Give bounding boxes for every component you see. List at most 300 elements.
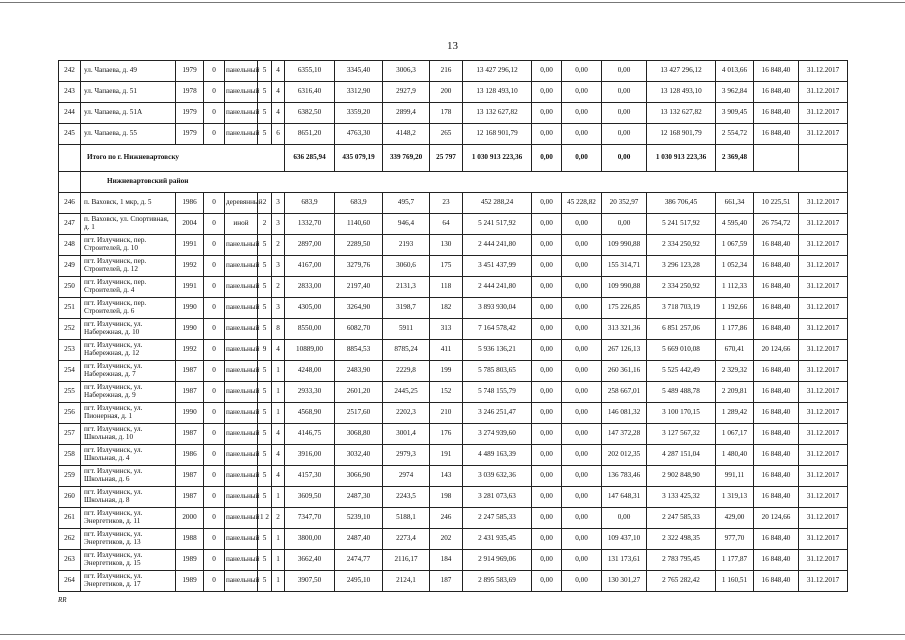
cell-wall-material: панельный <box>225 424 258 445</box>
cell-area-apartments: 2124,1 <box>383 571 430 592</box>
cell-deadline: 31.12.2017 <box>799 340 848 361</box>
cell-entrances: 2 <box>272 508 285 529</box>
cell-residents: 118 <box>430 277 463 298</box>
section-header-row <box>59 172 848 193</box>
cell-year-built: 1987 <box>176 487 204 508</box>
cell-entrances: 4 <box>272 61 285 82</box>
total-area-1: 636 285,94 <box>285 145 335 172</box>
cell-area-apartments: 5911 <box>383 319 430 340</box>
cell-floors: 5 <box>258 487 272 508</box>
cell-area-living: 3345,40 <box>335 61 383 82</box>
cell-fund-3: 0,00 <box>602 82 647 103</box>
cell-wall-material: панельный <box>225 508 258 529</box>
cell-unit-cost: 1 067,59 <box>716 235 754 256</box>
cell-fund-2: 0,00 <box>562 571 602 592</box>
cell-fund-2: 0,00 <box>562 277 602 298</box>
cell-floors: 5 <box>258 529 272 550</box>
cell-fund-3: 0,00 <box>602 508 647 529</box>
cell-fund-3: 175 226,85 <box>602 298 647 319</box>
cell-deadline: 31.12.2017 <box>799 361 848 382</box>
table-row <box>59 466 848 487</box>
cell-residents: 246 <box>430 508 463 529</box>
cell-fund-2: 0,00 <box>562 487 602 508</box>
cell-year-built: 2000 <box>176 508 204 529</box>
cell-address: пгт. Излучинск, ул. Набережная, д. 7 <box>81 361 176 382</box>
table-row <box>59 193 848 214</box>
total-fund-2: 0,00 <box>562 145 602 172</box>
cell-unit-cost-limit: 16 848,40 <box>754 424 799 445</box>
cell-address: пгт. Излучинск, ул. Школьная, д. 8 <box>81 487 176 508</box>
cell-area-apartments: 4148,2 <box>383 124 430 145</box>
table-row <box>59 298 848 319</box>
cell-fund-3: 260 361,16 <box>602 361 647 382</box>
cell-fund-4: 2 247 585,33 <box>647 508 716 529</box>
cell-row-number: 253 <box>59 340 81 361</box>
cell-wall-material: панельный <box>225 445 258 466</box>
cell-flag: 0 <box>204 193 225 214</box>
cell-fund-3: 131 173,61 <box>602 550 647 571</box>
cell-wall-material: панельный <box>225 277 258 298</box>
cell-area-total: 6316,40 <box>285 82 335 103</box>
cell-address: пгт. Излучинск, ул. Набережная, д. 10 <box>81 319 176 340</box>
cell-deadline: 31.12.2017 <box>799 256 848 277</box>
cell-deadline: 31.12.2017 <box>799 382 848 403</box>
cell-fund-2: 0,00 <box>562 235 602 256</box>
cell-unit-cost-limit: 16 848,40 <box>754 103 799 124</box>
cell-fund-1: 0,00 <box>532 256 562 277</box>
cell-wall-material: иной <box>225 214 258 235</box>
cell-year-built: 1990 <box>176 298 204 319</box>
cell-wall-material: панельный <box>225 571 258 592</box>
cell-area-living: 8854,53 <box>335 340 383 361</box>
cell-address: п. Ваховск, ул. Спортивная, д. 1 <box>81 214 176 235</box>
cell-address: пгт. Излучинск, ул. Энергетиков, д. 17 <box>81 571 176 592</box>
cell-deadline: 31.12.2017 <box>799 466 848 487</box>
cell-fund-1: 0,00 <box>532 298 562 319</box>
cell-area-apartments: 2899,4 <box>383 103 430 124</box>
cell-row-number: 259 <box>59 466 81 487</box>
cell-unit-cost: 2 209,81 <box>716 382 754 403</box>
cell-area-apartments: 2116,17 <box>383 550 430 571</box>
cell-fund-4: 4 287 151,04 <box>647 445 716 466</box>
cell-area-apartments: 2131,3 <box>383 277 430 298</box>
cell-unit-cost-limit: 16 848,40 <box>754 61 799 82</box>
housing-table <box>58 60 848 592</box>
cell-year-built: 1991 <box>176 235 204 256</box>
total-people: 25 797 <box>430 145 463 172</box>
cell-row-number: 247 <box>59 214 81 235</box>
cell-residents: 187 <box>430 571 463 592</box>
cell-deadline: 31.12.2017 <box>799 550 848 571</box>
cell-unit-cost: 429,00 <box>716 508 754 529</box>
cell-deadline: 31.12.2017 <box>799 193 848 214</box>
cell-fund-1: 0,00 <box>532 445 562 466</box>
table-row <box>59 424 848 445</box>
cell-cost-total: 2 431 935,45 <box>463 529 532 550</box>
table-row <box>59 382 848 403</box>
cell-cost-total: 4 489 163,39 <box>463 445 532 466</box>
cell-entrances: 1 <box>272 550 285 571</box>
cell-year-built: 1991 <box>176 277 204 298</box>
cell-row-number: 255 <box>59 382 81 403</box>
cell-area-total: 3609,50 <box>285 487 335 508</box>
cell-year-built: 1992 <box>176 256 204 277</box>
cell-area-apartments: 2927,9 <box>383 82 430 103</box>
cell-unit-cost: 1 480,40 <box>716 445 754 466</box>
cell-area-total: 683,9 <box>285 193 335 214</box>
cell-cost-total: 3 039 632,36 <box>463 466 532 487</box>
cell-entrances: 3 <box>272 256 285 277</box>
cell-floors: 5 <box>258 550 272 571</box>
total-label: Итого по г. Нижневартовску <box>81 145 285 172</box>
cell-unit-cost: 1 177,87 <box>716 550 754 571</box>
cell-floors: 5 <box>258 277 272 298</box>
cell-area-apartments: 495,7 <box>383 193 430 214</box>
cell-area-total: 2933,30 <box>285 382 335 403</box>
cell-fund-1: 0,00 <box>532 235 562 256</box>
cell-fund-4: 5 241 517,92 <box>647 214 716 235</box>
cell-wall-material: деревянный <box>225 193 258 214</box>
cell-residents: 178 <box>430 103 463 124</box>
cell-residents: 23 <box>430 193 463 214</box>
cell-year-built: 1992 <box>176 340 204 361</box>
cell-cost-total: 2 247 585,33 <box>463 508 532 529</box>
total-row <box>59 145 848 172</box>
cell-deadline: 31.12.2017 <box>799 571 848 592</box>
cell-area-living: 3279,76 <box>335 256 383 277</box>
cell-area-living: 2487,30 <box>335 487 383 508</box>
cell-area-apartments: 3006,3 <box>383 61 430 82</box>
cell-area-apartments: 2974 <box>383 466 430 487</box>
cell-fund-3: 202 012,35 <box>602 445 647 466</box>
cell-year-built: 1986 <box>176 445 204 466</box>
cell-flag: 0 <box>204 340 225 361</box>
cell-unit-cost: 1 319,13 <box>716 487 754 508</box>
cell-area-apartments: 2445,25 <box>383 382 430 403</box>
cell-floors: 2 <box>258 214 272 235</box>
total-fund-1: 0,00 <box>532 145 562 172</box>
cell-flag: 0 <box>204 277 225 298</box>
cell-row-number: 254 <box>59 361 81 382</box>
cell-year-built: 1979 <box>176 61 204 82</box>
cell-area-total: 4305,00 <box>285 298 335 319</box>
total-area-2: 435 079,19 <box>335 145 383 172</box>
table-row <box>59 319 848 340</box>
cell-fund-2: 0,00 <box>562 298 602 319</box>
cell-cost-total: 12 168 901,79 <box>463 124 532 145</box>
cell-address: пгт. Излучинск, ул. Энергетиков, д. 11 <box>81 508 176 529</box>
cell-address: п. Ваховск, 1 мкр, д. 5 <box>81 193 176 214</box>
cell-residents: 152 <box>430 382 463 403</box>
cell-row-number: 251 <box>59 298 81 319</box>
cell-unit-cost-limit: 16 848,40 <box>754 571 799 592</box>
cell-unit-cost: 670,41 <box>716 340 754 361</box>
cell-row-number: 263 <box>59 550 81 571</box>
cell-area-living: 5239,10 <box>335 508 383 529</box>
cell-fund-4: 2 334 250,92 <box>647 277 716 298</box>
cell-fund-1: 0,00 <box>532 382 562 403</box>
cell-fund-3: 147 372,28 <box>602 424 647 445</box>
cell-row-number: 243 <box>59 82 81 103</box>
cell-flag: 0 <box>204 361 225 382</box>
cell-fund-4: 3 296 123,28 <box>647 256 716 277</box>
cell-residents: 175 <box>430 256 463 277</box>
table-row <box>59 235 848 256</box>
cell-address: пгт. Излучинск, пер. Строителей, д. 12 <box>81 256 176 277</box>
cell-fund-4: 2 783 795,45 <box>647 550 716 571</box>
cell-unit-cost: 977,70 <box>716 529 754 550</box>
cell-flag: 0 <box>204 82 225 103</box>
cell-area-total: 4167,00 <box>285 256 335 277</box>
table-row <box>59 277 848 298</box>
cell-area-apartments: 5188,1 <box>383 508 430 529</box>
scan-edge-bottom <box>0 634 905 635</box>
cell-unit-cost: 991,11 <box>716 466 754 487</box>
cell-entrances: 3 <box>272 193 285 214</box>
cell-fund-3: 136 783,46 <box>602 466 647 487</box>
cell-unit-cost-limit: 16 848,40 <box>754 487 799 508</box>
cell-area-living: 3359,20 <box>335 103 383 124</box>
cell-area-total: 4157,30 <box>285 466 335 487</box>
cell-fund-4: 2 322 498,35 <box>647 529 716 550</box>
cell-year-built: 1987 <box>176 424 204 445</box>
cell-fund-3: 109 437,10 <box>602 529 647 550</box>
table-row <box>59 82 848 103</box>
cell-wall-material: панельный <box>225 403 258 424</box>
total-fund-3: 0,00 <box>602 145 647 172</box>
cell-unit-cost-limit: 16 848,40 <box>754 256 799 277</box>
cell-wall-material: панельный <box>225 340 258 361</box>
cell-unit-cost: 3 962,84 <box>716 82 754 103</box>
cell-deadline: 31.12.2017 <box>799 403 848 424</box>
cell-address: пгт. Излучинск, ул. Школьная, д. 6 <box>81 466 176 487</box>
cell-fund-2: 0,00 <box>562 61 602 82</box>
cell-address: пгт. Излучинск, пер. Строителей, д. 6 <box>81 298 176 319</box>
cell-year-built: 1979 <box>176 103 204 124</box>
cell-flag: 0 <box>204 487 225 508</box>
cell-floors: 5 <box>258 445 272 466</box>
cell-fund-4: 2 765 282,42 <box>647 571 716 592</box>
cell-flag: 0 <box>204 256 225 277</box>
cell-address: пгт. Излучинск, ул. Школьная, д. 10 <box>81 424 176 445</box>
cell-fund-3: 130 301,27 <box>602 571 647 592</box>
cell-entrances: 1 <box>272 403 285 424</box>
scan-edge-top <box>0 2 905 3</box>
cell-wall-material: панельный <box>225 103 258 124</box>
cell-wall-material: панельный <box>225 61 258 82</box>
cell-cost-total: 13 427 296,12 <box>463 61 532 82</box>
cell-area-apartments: 2273,4 <box>383 529 430 550</box>
cell-deadline: 31.12.2017 <box>799 124 848 145</box>
cell-floors: 5 <box>258 298 272 319</box>
cell-cost-total: 13 128 493,10 <box>463 82 532 103</box>
cell-year-built: 1987 <box>176 361 204 382</box>
cell-year-built: 2004 <box>176 214 204 235</box>
table-row <box>59 61 848 82</box>
cell-fund-4: 6 851 257,06 <box>647 319 716 340</box>
cell-fund-1: 0,00 <box>532 403 562 424</box>
cell-fund-2: 0,00 <box>562 319 602 340</box>
cell-residents: 265 <box>430 124 463 145</box>
cell-unit-cost-limit: 16 848,40 <box>754 235 799 256</box>
cell-fund-1: 0,00 <box>532 361 562 382</box>
cell-unit-cost: 1 160,51 <box>716 571 754 592</box>
cell-entrances: 4 <box>272 82 285 103</box>
cell-area-living: 2601,20 <box>335 382 383 403</box>
cell-area-living: 2289,50 <box>335 235 383 256</box>
table-row <box>59 256 848 277</box>
table-row <box>59 550 848 571</box>
cell-residents: 182 <box>430 298 463 319</box>
cell-cost-total: 3 274 939,60 <box>463 424 532 445</box>
table-row <box>59 103 848 124</box>
cell-deadline: 31.12.2017 <box>799 445 848 466</box>
cell-row-number: 257 <box>59 424 81 445</box>
cell-cost-total: 2 914 969,06 <box>463 550 532 571</box>
cell-unit-cost-limit: 16 848,40 <box>754 298 799 319</box>
cell-residents: 199 <box>430 361 463 382</box>
cell-entrances: 4 <box>272 466 285 487</box>
cell-entrances: 4 <box>272 340 285 361</box>
cell-address: пгт. Излучинск, ул. Энергетиков, д. 13 <box>81 529 176 550</box>
cell-residents: 198 <box>430 487 463 508</box>
cell-unit-cost-limit: 16 848,40 <box>754 466 799 487</box>
cell-floors: 5 <box>258 82 272 103</box>
cell-fund-3: 147 648,31 <box>602 487 647 508</box>
cell-unit-cost-limit: 16 848,40 <box>754 529 799 550</box>
cell-entrances: 4 <box>272 103 285 124</box>
cell-fund-2: 0,00 <box>562 103 602 124</box>
cell-unit-cost: 661,34 <box>716 193 754 214</box>
cell-address: пгт. Излучинск, ул. Пионерная, д. 1 <box>81 403 176 424</box>
cell-row-number: 256 <box>59 403 81 424</box>
cell-area-total: 1332,70 <box>285 214 335 235</box>
cell-cost-total: 5 785 803,65 <box>463 361 532 382</box>
cell-address: пгт. Излучинск, ул. Энергетиков, д. 15 <box>81 550 176 571</box>
cell-deadline: 31.12.2017 <box>799 214 848 235</box>
cell-area-total: 7347,70 <box>285 508 335 529</box>
cell-wall-material: панельный <box>225 487 258 508</box>
cell-area-living: 3264,90 <box>335 298 383 319</box>
cell-area-total: 4146,75 <box>285 424 335 445</box>
cell-deadline: 31.12.2017 <box>799 82 848 103</box>
cell-row-number: 252 <box>59 319 81 340</box>
cell-fund-1: 0,00 <box>532 529 562 550</box>
total-fund-4: 1 030 913 223,36 <box>647 145 716 172</box>
cell-area-living: 2474,77 <box>335 550 383 571</box>
cell-area-living: 4763,30 <box>335 124 383 145</box>
cell-fund-4: 5 669 010,08 <box>647 340 716 361</box>
cell-entrances: 3 <box>272 214 285 235</box>
table-row <box>59 445 848 466</box>
cell-floors: 5 <box>258 571 272 592</box>
cell-year-built: 1989 <box>176 571 204 592</box>
cell-fund-1: 0,00 <box>532 424 562 445</box>
cell-wall-material: панельный <box>225 361 258 382</box>
cell-area-living: 3068,80 <box>335 424 383 445</box>
cell-area-total: 4248,00 <box>285 361 335 382</box>
cell-area-apartments: 8785,24 <box>383 340 430 361</box>
cell-entrances: 3 <box>272 298 285 319</box>
table-row <box>59 487 848 508</box>
cell-entrances: 1 <box>272 382 285 403</box>
cell-cost-total: 13 132 627,82 <box>463 103 532 124</box>
cell-cost-total: 2 444 241,80 <box>463 277 532 298</box>
cell-unit-cost: 4 013,66 <box>716 61 754 82</box>
cell-residents: 64 <box>430 214 463 235</box>
cell-area-apartments: 2979,3 <box>383 445 430 466</box>
cell-unit-cost-limit: 10 225,51 <box>754 193 799 214</box>
cell-cost-total: 3 246 251,47 <box>463 403 532 424</box>
cell-entrances: 4 <box>272 424 285 445</box>
cell-residents: 191 <box>430 445 463 466</box>
cell-fund-2: 0,00 <box>562 424 602 445</box>
cell-area-living: 2483,90 <box>335 361 383 382</box>
cell-fund-4: 5 489 488,78 <box>647 382 716 403</box>
cell-unit-cost: 1 067,17 <box>716 424 754 445</box>
cell-residents: 176 <box>430 424 463 445</box>
cell-floors: 9 <box>258 340 272 361</box>
cell-year-built: 1990 <box>176 319 204 340</box>
cell-fund-2: 0,00 <box>562 508 602 529</box>
cell-cost-total: 2 444 241,80 <box>463 235 532 256</box>
cell-row-number: 242 <box>59 61 81 82</box>
cell-address: пгт. Излучинск, ул. Набережная, д. 12 <box>81 340 176 361</box>
cell-residents: 184 <box>430 550 463 571</box>
cell-flag: 0 <box>204 298 225 319</box>
cell-deadline: 31.12.2017 <box>799 424 848 445</box>
cell-unit-cost-limit: 16 848,40 <box>754 277 799 298</box>
cell-row-number: 249 <box>59 256 81 277</box>
cell-row-number: 245 <box>59 124 81 145</box>
cell-address: пгт. Излучинск, пер. Строителей, д. 10 <box>81 235 176 256</box>
cell-wall-material: панельный <box>225 298 258 319</box>
cell-cost-total: 5 936 136,21 <box>463 340 532 361</box>
table-row <box>59 340 848 361</box>
cell-fund-1: 0,00 <box>532 82 562 103</box>
cell-entrances: 2 <box>272 235 285 256</box>
cell-row-number: 260 <box>59 487 81 508</box>
table-row <box>59 214 848 235</box>
cell-flag: 0 <box>204 403 225 424</box>
cell-fund-2: 0,00 <box>562 214 602 235</box>
cell-fund-1: 0,00 <box>532 550 562 571</box>
cell-cost-total: 7 164 578,42 <box>463 319 532 340</box>
cell-area-living: 683,9 <box>335 193 383 214</box>
cell-row-number: 261 <box>59 508 81 529</box>
cell-entrances: 2 <box>272 277 285 298</box>
cell-flag: 0 <box>204 214 225 235</box>
cell-area-total: 3800,00 <box>285 529 335 550</box>
cell-fund-2: 0,00 <box>562 403 602 424</box>
cell-fund-2: 0,00 <box>562 82 602 103</box>
cell-fund-3: 0,00 <box>602 103 647 124</box>
cell-area-apartments: 2202,3 <box>383 403 430 424</box>
cell-fund-4: 2 902 848,90 <box>647 466 716 487</box>
cell-fund-4: 3 100 170,15 <box>647 403 716 424</box>
cell-row-number: 262 <box>59 529 81 550</box>
cell-fund-2: 0,00 <box>562 256 602 277</box>
cell-area-apartments: 2193 <box>383 235 430 256</box>
footer-mark: RR <box>58 596 67 604</box>
total-unit-cost: 2 369,48 <box>716 145 754 172</box>
cell-year-built: 1987 <box>176 466 204 487</box>
cell-flag: 0 <box>204 550 225 571</box>
cell-entrances: 1 <box>272 487 285 508</box>
cell-floors: 5 <box>258 319 272 340</box>
cell-fund-3: 146 081,32 <box>602 403 647 424</box>
cell-floors: 5 <box>258 361 272 382</box>
